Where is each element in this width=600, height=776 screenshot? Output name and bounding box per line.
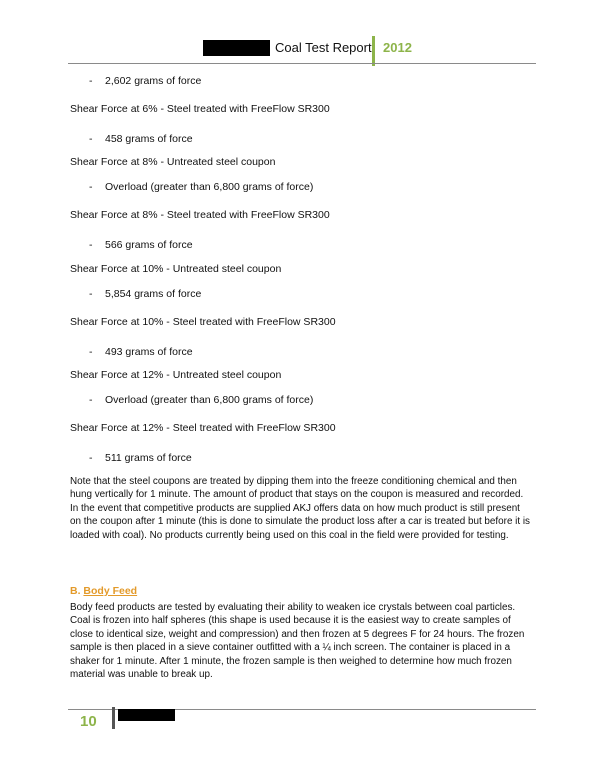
result-heading: Shear Force at 6% - Steel treated with FreeFlow SR300: [70, 103, 330, 115]
bullet-dash: -: [89, 346, 93, 358]
footer-separator: [112, 707, 115, 729]
bullet-dash: -: [89, 394, 93, 406]
page-number: 10: [80, 713, 97, 730]
result-bullet: [89, 452, 192, 465]
header-rule: [68, 63, 536, 64]
bullet-dash: -: [89, 239, 93, 251]
result-value: 5,854 grams of force: [105, 288, 202, 300]
result-heading: Shear Force at 8% - Untreated steel coupon: [70, 156, 276, 168]
result-value: 511 grams of force: [105, 452, 192, 464]
result-heading: Shear Force at 10% - Steel treated with FreeFlow SR300: [70, 316, 336, 328]
redaction-block-footer: [118, 709, 175, 721]
result-heading: Shear Force at 12% - Steel treated with FreeFlow SR300: [70, 422, 336, 434]
result-value: 493 grams of force: [105, 346, 193, 358]
bullet-dash: -: [89, 452, 93, 464]
redaction-block-header: [203, 40, 270, 56]
result-bullet: [89, 288, 201, 301]
result-bullet: [89, 394, 313, 407]
bullet-dash: -: [89, 133, 93, 145]
section-heading: [70, 585, 137, 598]
note-paragraph: Note that the steel coupons are treated by dipping them into the freeze conditioning chemical and then hung vertically for 1 minute. The amount of product that stays on the coupon is measured and recorded. In the event that competitive products are supplied AKJ offers data on how much product is still present on the coupon after 1 minute (this is done to simulate the product loss after a car is treated but before it is loaded with coal). No products currently being used on this coal in the field were provided for testing.: [70, 476, 530, 541]
bullet-dash: -: [89, 75, 93, 87]
result-bullet: [89, 239, 193, 252]
result-value: 458 grams of force: [105, 133, 193, 145]
result-heading: Shear Force at 10% - Untreated steel coupon: [70, 263, 282, 275]
result-heading: Shear Force at 12% - Untreated steel coupon: [70, 369, 282, 381]
result-bullet: [89, 75, 201, 88]
section-letter: B.: [70, 585, 81, 597]
result-value: Overload (greater than 6,800 grams of force): [105, 394, 314, 406]
body-feed-paragraph: Body feed products are tested by evaluating their ability to weaken ice crystals between coal particles. Coal is frozen into half spheres (this shape is used because it is the easiest way to create samples of close to identical size, weight and compression) and then frozen at 5 degrees F for 24 hours. The frozen sample is then placed in a sieve container outfitted with a ¼ inch screen. The container is placed in a shaker for 1 minute. After 1 minute, the frozen sample is then weighed to determine how much frozen material was unable to break up.: [70, 602, 525, 681]
result-value: 566 grams of force: [105, 239, 193, 251]
result-bullet: [89, 346, 193, 359]
result-bullet: [89, 133, 193, 146]
bullet-dash: -: [89, 288, 93, 300]
header-separator: [372, 36, 375, 66]
section-title: Body Feed: [83, 585, 138, 597]
result-value: 2,602 grams of force: [105, 75, 202, 87]
page-header: [0, 0, 600, 70]
result-value: Overload (greater than 6,800 grams of force): [105, 181, 314, 193]
bullet-dash: -: [89, 181, 93, 193]
result-bullet: [89, 181, 313, 194]
header-year: 2012: [383, 40, 412, 55]
result-heading: Shear Force at 8% - Steel treated with FreeFlow SR300: [70, 209, 330, 221]
header-title: Coal Test Report: [275, 40, 372, 55]
